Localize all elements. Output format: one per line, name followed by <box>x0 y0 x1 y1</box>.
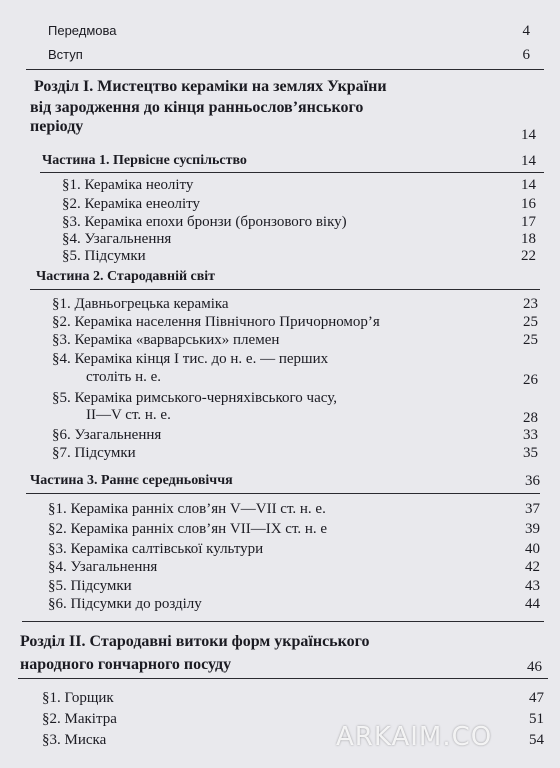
item-label: §2. Кераміка населення Північного Причорномор’я <box>52 314 380 330</box>
part-page: 36 <box>525 473 540 489</box>
item-label: §1. Горщик <box>42 690 114 706</box>
item-label: §4. Узагальнення <box>48 559 158 575</box>
item-label: §2. Кераміка енеоліту <box>62 196 201 212</box>
item-label: §5. Кераміка римського-черняхівського часу, <box>52 390 337 406</box>
toc-item <box>0 595 560 617</box>
item-label: §3. Миска <box>42 732 107 748</box>
item-label: §1. Кераміка неоліту <box>62 177 194 193</box>
item-page: 54 <box>529 732 544 748</box>
item-label: §4. Узагальнення <box>62 231 172 247</box>
item-page: 23 <box>523 296 538 312</box>
item-page: 25 <box>523 314 538 330</box>
item-label: §5. Підсумки <box>62 248 146 264</box>
item-label: §3. Кераміка салтівської культури <box>48 541 264 557</box>
item-label: §6. Підсумки до розділу <box>48 596 202 612</box>
divider <box>30 289 540 290</box>
item-page: 22 <box>521 248 536 264</box>
item-label: §1. Давньогрецька кераміка <box>52 296 229 312</box>
section-title-line: народного гончарного посуду <box>20 656 232 673</box>
item-label: §2. Макітра <box>42 711 117 727</box>
item-label: §4. Кераміка кінця І тис. до н. е. — перших <box>52 351 329 367</box>
item-page: 40 <box>525 541 540 557</box>
item-page: 28 <box>523 410 538 426</box>
item-page: 17 <box>521 214 536 230</box>
part-title: Частина 1. Первісне суспільство <box>42 153 247 168</box>
item-page: 47 <box>529 690 544 706</box>
item-label: §3. Кераміка «варварських» племен <box>52 332 280 348</box>
part-heading <box>0 152 560 174</box>
item-page: 37 <box>525 501 540 517</box>
toc-item <box>0 689 560 711</box>
item-page: 51 <box>529 711 544 727</box>
part-heading <box>0 472 560 494</box>
watermark: ARKAIM.CO <box>336 722 493 752</box>
item-page: 42 <box>525 559 540 575</box>
section-title-line: Розділ ІІ. Стародавні витоки форм українського <box>20 633 370 650</box>
section-title-line: періоду <box>30 118 84 135</box>
item-label: §6. Узагальнення <box>52 427 162 443</box>
toc-item <box>0 444 560 466</box>
item-page: 44 <box>525 596 540 612</box>
toc-entry-label: Вступ <box>48 47 83 62</box>
item-label: §5. Підсумки <box>48 578 132 594</box>
toc-entry-label: Передмова <box>48 23 117 38</box>
divider <box>18 678 548 679</box>
item-label: §2. Кераміка ранніх слов’ян VII—IX ст. н. е <box>48 521 328 537</box>
divider <box>26 69 544 70</box>
toc-entry-page: 4 <box>522 23 530 39</box>
item-page: 26 <box>523 372 538 388</box>
section-page: 14 <box>521 127 536 143</box>
toc-entry-page: 6 <box>522 47 530 63</box>
item-page: 14 <box>521 177 536 193</box>
divider <box>22 621 544 622</box>
section-page: 46 <box>527 659 542 675</box>
toc-item <box>0 500 560 522</box>
item-page: 16 <box>521 196 536 212</box>
toc-entry-preface <box>0 22 560 44</box>
toc-item <box>0 520 560 542</box>
item-page: 35 <box>523 445 538 461</box>
part-title: Частина 3. Раннє середньовіччя <box>30 473 233 488</box>
toc-entry-intro <box>0 46 560 68</box>
toc-item <box>0 247 560 269</box>
divider <box>40 172 544 173</box>
item-page: 39 <box>525 521 540 537</box>
item-page: 43 <box>525 578 540 594</box>
item-label-continued: ІІ—V ст. н. е. <box>86 407 171 423</box>
item-page: 18 <box>521 231 536 247</box>
part-heading <box>0 268 560 290</box>
item-label-continued: століть н. е. <box>86 369 162 385</box>
item-label: §3. Кераміка епохи бронзи (бронзового віку) <box>62 214 347 230</box>
part-title: Частина 2. Стародавній світ <box>36 269 216 284</box>
section-title-line: Розділ І. Мистецтво кераміки на землях України <box>34 78 387 95</box>
section-title-line: від зародження до кінця ранньослов’янського <box>30 99 364 116</box>
item-page: 25 <box>523 332 538 348</box>
item-page: 33 <box>523 427 538 443</box>
item-label: §7. Підсумки <box>52 445 136 461</box>
item-label: §1. Кераміка ранніх слов’ян V—VII ст. н. е. <box>48 501 326 517</box>
part-page: 14 <box>521 153 536 169</box>
divider <box>26 493 540 494</box>
